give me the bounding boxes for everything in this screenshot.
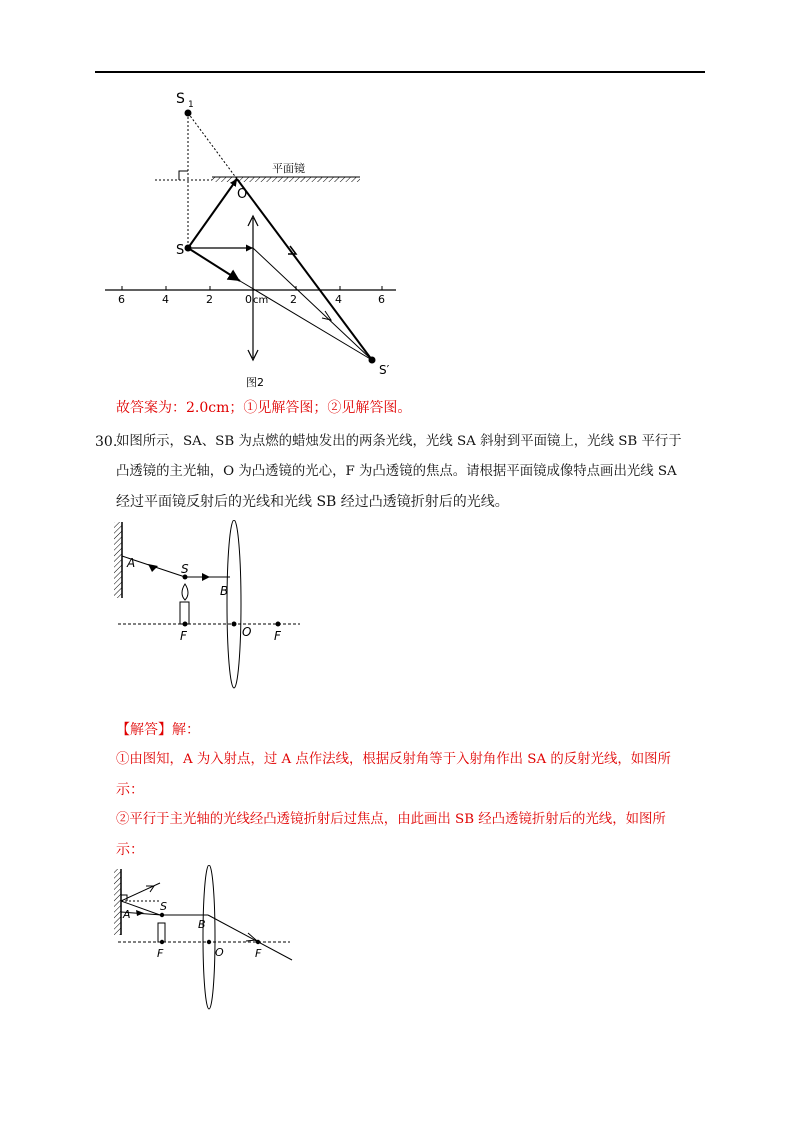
solution-step2-line1: ②平行于主光轴的光线经凸透镜折射后过焦点，由此画出 SB 经凸透镜折射后的光线，如图所 — [116, 812, 666, 827]
label-a: A — [127, 556, 136, 570]
tick-label: 6 — [118, 293, 125, 306]
solution-step1-line2: 示： — [116, 782, 144, 798]
question-line-2: 凸透镜的主光轴，O 为凸透镜的光心，F 为凸透镜的焦点。请根据平面镜成像特点画出光线 SA — [116, 464, 677, 479]
figure-mirror-lens-diagram — [100, 88, 420, 388]
label-o: O — [237, 187, 248, 202]
tick-label: 0 — [245, 293, 252, 306]
question-number: 30. — [95, 434, 118, 450]
label-o: O — [242, 625, 252, 639]
convex-lens — [227, 520, 241, 688]
label-f-left: F — [157, 947, 164, 960]
figure-solution-diagram — [110, 865, 310, 1025]
label-f-right: F — [255, 947, 262, 960]
solution-step2-line2: 示： — [116, 842, 144, 858]
label-s1-sub: 1 — [188, 100, 194, 110]
label-s-prime: S′ — [379, 363, 390, 377]
convex-lens — [203, 865, 215, 1009]
label-f-right: F — [274, 629, 281, 643]
point-s-prime — [369, 357, 376, 364]
label-b: B — [220, 584, 229, 598]
label-s: S — [160, 900, 167, 913]
solution-step1-line1: ①由图知，A 为入射点，过 A 点作法线，根据反射角等于入射角作出 SA 的反射光线，如图所 — [116, 752, 671, 767]
tick-label: 4 — [162, 293, 169, 306]
question-line-1: 如图所示，SA、SB 为点燃的蜡烛发出的两条光线，光线 SA 斜射到平面镜上，光线 SB 平行于 — [116, 434, 682, 449]
label-f-left: F — [180, 629, 187, 643]
tick-label: 2 — [206, 293, 213, 306]
right-angle-mark — [179, 171, 188, 180]
label-plane-mirror: 平面镜 — [272, 162, 305, 175]
label-s: S — [181, 562, 189, 576]
header-rule — [95, 71, 705, 73]
figure-caption: 图2 — [246, 376, 264, 388]
label-s1: S — [176, 91, 185, 107]
plane-mirror — [114, 522, 122, 598]
question-line-3: 经过平面镜反射后的光线和光线 SB 经过凸透镜折射后的光线。 — [116, 494, 509, 510]
label-s: S — [176, 243, 185, 258]
label-a: A — [123, 908, 131, 921]
answer-line: 故答案为：2.0cm；①见解答图；②见解答图。 — [116, 400, 412, 416]
figure-candle-mirror-lens — [110, 520, 310, 695]
unit-label: cm — [253, 295, 269, 306]
tick-label: 6 — [378, 293, 385, 306]
plane-mirror — [114, 869, 121, 935]
candle — [180, 602, 189, 624]
solution-header: 【解答】解： — [116, 722, 200, 738]
tick-label: 2 — [290, 293, 297, 306]
tick-label: 4 — [335, 293, 342, 306]
label-o: O — [215, 946, 224, 959]
label-b: B — [198, 918, 206, 931]
